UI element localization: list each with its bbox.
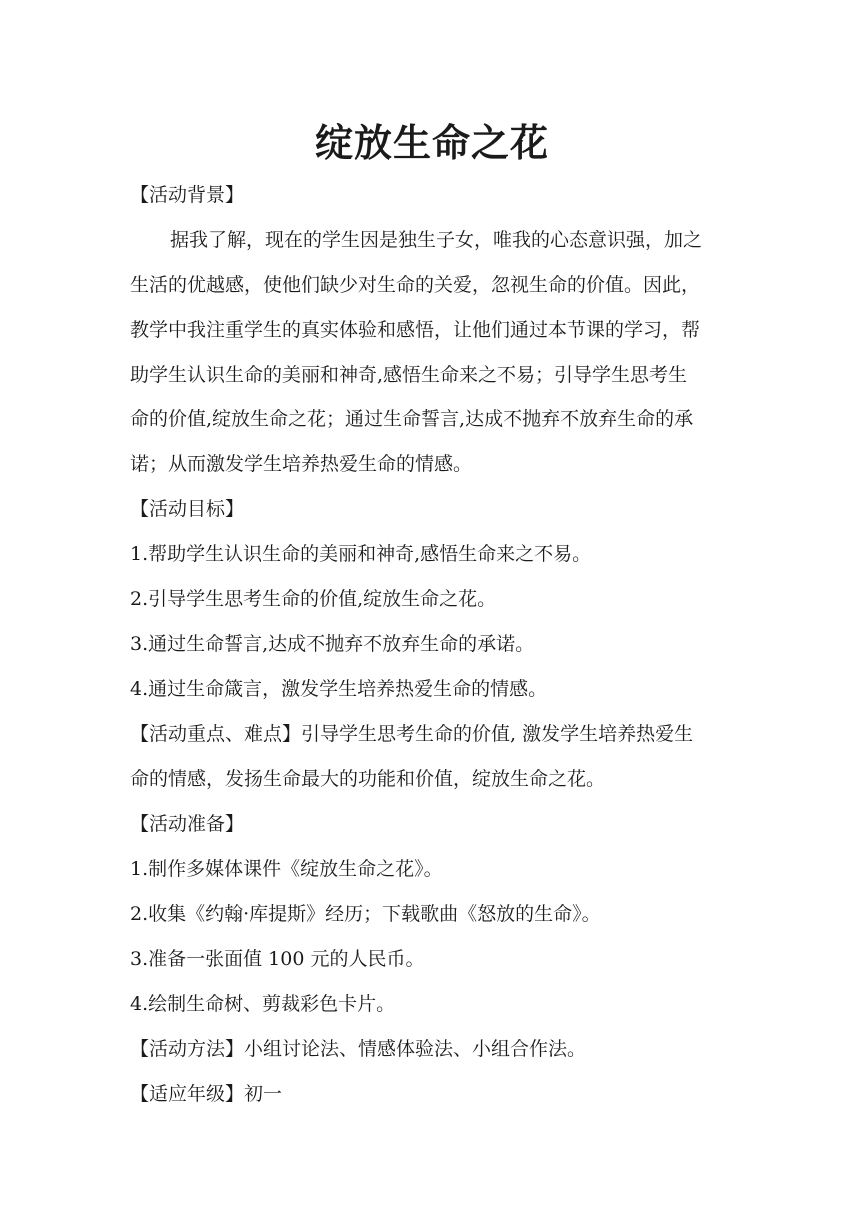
key-points-line-1: 【活动重点、难点】引导学生思考生命的价值, 激发学生培养热爱生 (130, 723, 694, 745)
preparation-item-3: 3.准备一张面值 100 元的人民币。 (130, 948, 425, 970)
background-line-1: 据我了解，现在的学生因是独生子女，唯我的心态意识强，加之 (170, 229, 703, 251)
section-heading-preparation: 【活动准备】 (130, 813, 245, 835)
goal-item-3: 3.通过生命誓言,达成不抛弃不放弃生命的承诺。 (130, 633, 535, 655)
key-points-line-2: 命的情感，发扬生命最大的功能和价值，绽放生命之花。 (130, 768, 606, 790)
grade-line: 【适应年级】初一 (130, 1083, 283, 1105)
goal-item-1: 1.帮助学生认识生命的美丽和神奇,感悟生命来之不易。 (130, 543, 592, 565)
document-title: 绽放生命之花 (314, 120, 549, 165)
goal-item-2: 2.引导学生思考生命的价值,绽放生命之花。 (130, 588, 497, 610)
section-heading-background: 【活动背景】 (130, 184, 245, 206)
preparation-item-4: 4.绘制生命树、剪裁彩色卡片。 (130, 993, 396, 1015)
preparation-item-1: 1.制作多媒体课件《绽放生命之花》。 (130, 858, 443, 880)
background-line-6: 诺；从而激发学生培养热爱生命的情感。 (130, 453, 473, 475)
background-line-5: 命的价值,绽放生命之花；通过生命誓言,达成不抛弃不放弃生命的承 (130, 408, 694, 430)
background-line-4: 助学生认识生命的美丽和神奇,感悟生命来之不易；引导学生思考生 (130, 364, 688, 386)
section-heading-goals: 【活动目标】 (130, 498, 245, 520)
preparation-item-2: 2.收集《约翰·库提斯》经历；下载歌曲《怒放的生命》。 (130, 903, 601, 925)
methods-line: 【活动方法】小组讨论法、情感体验法、小组合作法。 (130, 1038, 587, 1060)
background-line-3: 教学中我注重学生的真实体验和感悟，让他们通过本节课的学习，帮 (130, 319, 701, 341)
goal-item-4: 4.通过生命箴言，激发学生培养热爱生命的情感。 (130, 678, 548, 700)
background-line-2: 生活的优越感，使他们缺少对生命的关爱，忽视生命的价值。因此， (130, 274, 701, 296)
